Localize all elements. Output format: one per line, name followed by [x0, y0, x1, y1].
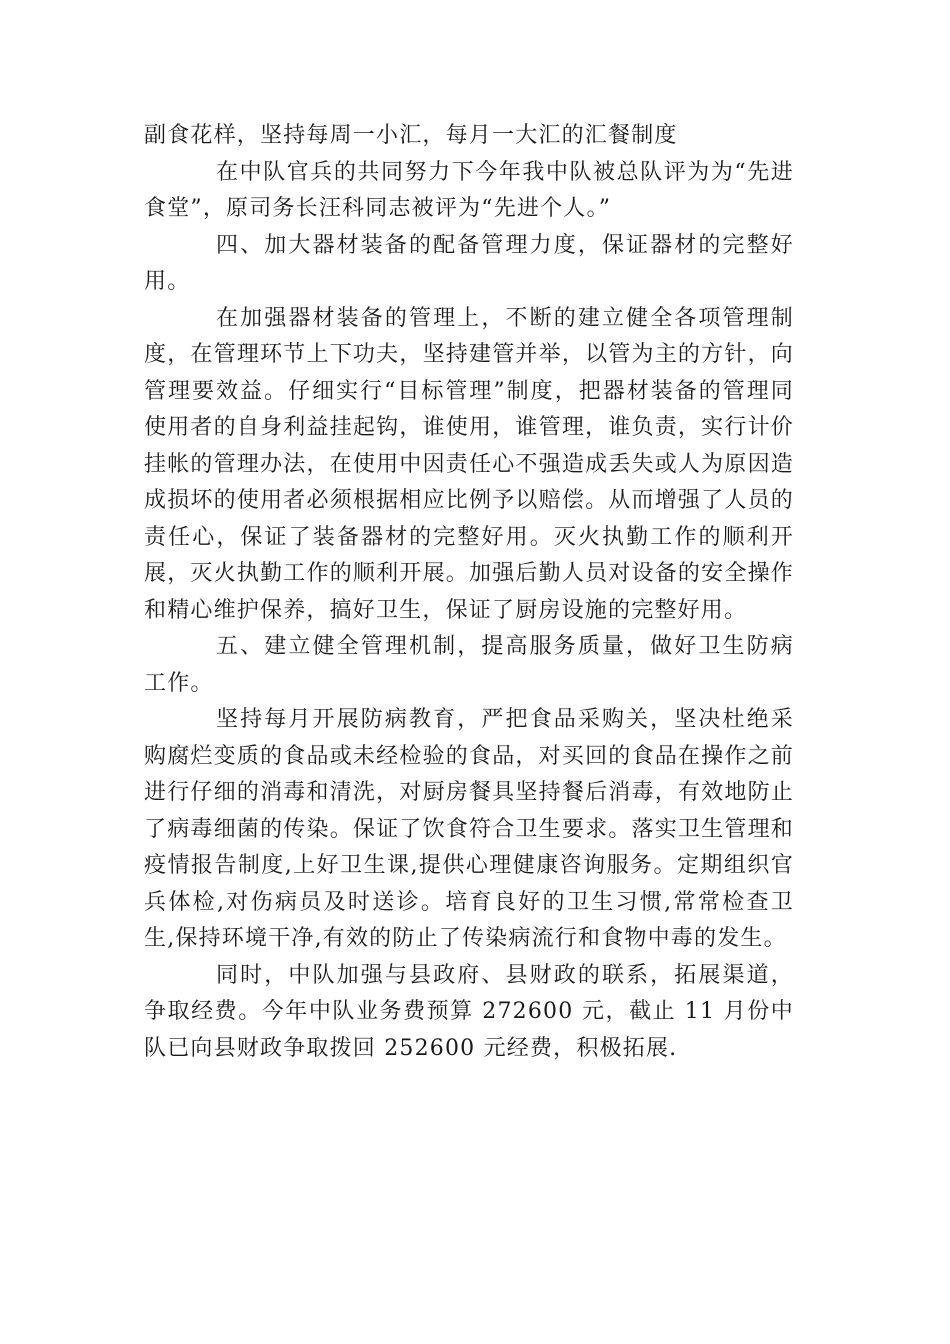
section-heading-5: 五、建立健全管理机制，提高服务质量，做好卫生防病工作。 — [144, 634, 794, 696]
paragraph-1: 副食花样，坚持每周一小汇，每月一大汇的汇餐制度 — [144, 123, 678, 148]
paragraph-2: 在中队官兵的共同努力下今年我中队被总队评为为“先进食堂”，原司务长汪科同志被评为“先进个人。” — [144, 159, 794, 221]
paragraph-equipment-management: 在加强器材装备的管理上，不断的建立健全各项管理制度，在管理环节上下功夫，坚持建管并举，以管为主的方针，向管理要效益。仔细实行“目标管理”制度，把器材装备的管理同使用者的自身利益挂起钩，谁使用，谁管理，谁负责，实行计价挂帐的管理办法，在使用中因责任心不强造成丢失或人为原因造成损坏的使用者必须根据相应比例予以赔偿。从而增强了人员的责任心，保证了装备器材的完整好用。灭火执勤工作的顺利开展，灭火执勤工作的顺利开展。加强后勤人员对设备的安全操作和精心维护保养，搞好卫生，保证了厨房设施的完整好用。 — [144, 305, 794, 623]
section-heading-4: 四、加大器材装备的配备管理力度，保证器材的完整好用。 — [144, 232, 794, 294]
paragraph-disease-prevention: 坚持每月开展防病教育，严把食品采购关，坚决杜绝采购腐烂变质的食品或未经检验的食品，对买回的食品在操作之前进行仔细的消毒和清洗，对厨房餐具坚持餐后消毒，有效地防止了病毒细菌的传染。保证了饮食符合卫生要求。落实卫生管理和疫情报告制度,上好卫生课,提供心理健康咨询服务。定期组织官兵体检,对伤病员及时送诊。培育良好的卫生习惯,常常检查卫生,保持环境干净,有效的防止了传染病流行和食物中毒的发生。 — [144, 707, 794, 951]
document-body — [144, 118, 794, 1067]
paragraph-funding: 同时，中队加强与县政府、县财政的联系，拓展渠道，争取经费。今年中队业务费预算 272600 元，截止 11 月份中队已向县财政争取拨回 252600 元经费，积极拓展. — [144, 962, 794, 1061]
